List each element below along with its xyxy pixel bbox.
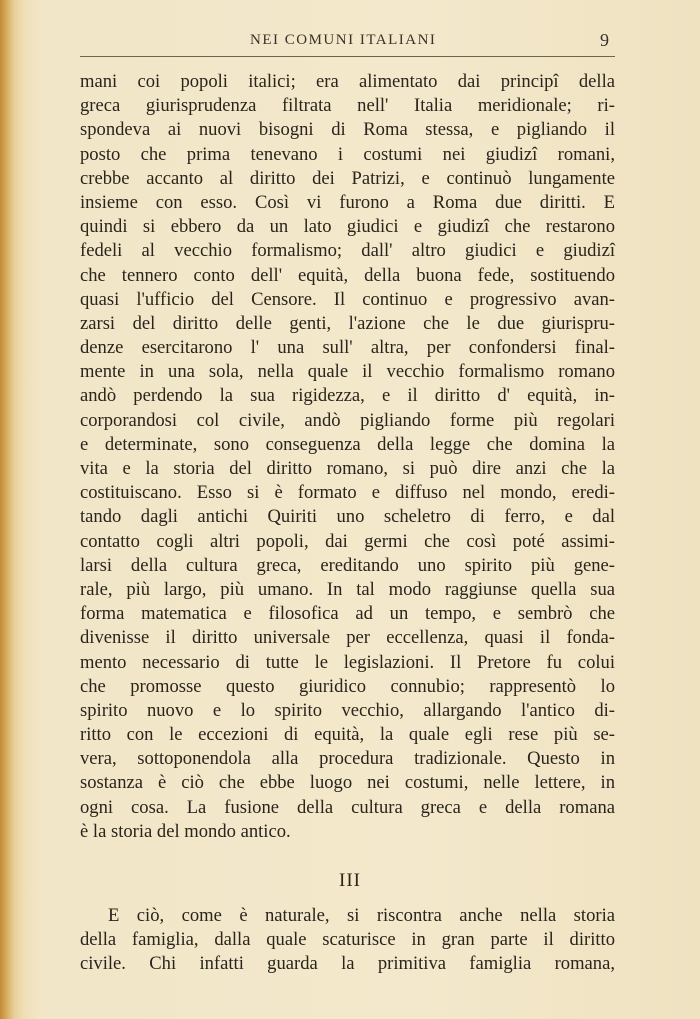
text-line: quindi si ebbero da un lato giudici e giudizî che restarono — [80, 216, 615, 238]
text-line: quasi l'ufficio del Censore. Il continuo e progressivo avan- — [80, 288, 615, 310]
text-line: corporandosi col civile, andò pigliando forme più regolari — [80, 409, 615, 431]
text-line: ritto con le eccezioni di equità, la quale egli rese più se- — [80, 724, 615, 746]
text-line: spirito nuovo e lo spirito vecchio, allargando l'antico di- — [80, 699, 615, 721]
section-heading: III — [339, 870, 361, 891]
text-line: che tennero conto dell' equità, della buona fede, sostituendo — [80, 264, 615, 286]
text-line: spondeva ai nuovi bisogni di Roma stessa, e pigliando il — [80, 119, 615, 141]
text-line: civile. Chi infatti guarda la primitiva famiglia romana, — [80, 953, 615, 975]
text-line: denze esercitarono l' una sull' altra, per confondersi final- — [80, 337, 615, 359]
text-line: posto che prima tenevano i costumi nei giudizî romani, — [80, 143, 615, 165]
header-rule — [80, 56, 615, 57]
running-head — [0, 28, 700, 54]
text-line: vera, sottoponendola alla procedura tradizionale. Questo in — [80, 748, 615, 770]
text-line: fedeli al vecchio formalismo; dall' altro giudici e giudizî — [80, 240, 615, 262]
paragraph-1 — [80, 70, 615, 844]
text-line: andò perdendo la sua rigidezza, e il diritto d' equità, in- — [80, 385, 615, 407]
text-line: greca giurisprudenza filtrata nell' Italia meridionale; ri- — [80, 95, 615, 117]
paragraph-2 — [80, 904, 615, 977]
text-line: contatto cogli altri popoli, dai germi che così poté assimi- — [80, 530, 615, 552]
text-line: larsi della cultura greca, ereditando uno spirito più gene- — [80, 554, 615, 576]
text-line: E ciò, come è naturale, si riscontra anche nella storia — [108, 905, 615, 926]
text-line: della famiglia, dalla quale scaturisce in gran parte il diritto — [80, 929, 615, 951]
page-number: 9 — [600, 30, 609, 50]
text-line: crebbe accanto al diritto dei Patrizi, e continuò lungamente — [80, 167, 615, 189]
text-line: tando dagli antichi Quiriti uno scheletro di ferro, e dal — [80, 506, 615, 528]
text-line: e determinate, sono conseguenza della legge che domina la — [80, 433, 615, 455]
text-line: sostanza è ciò che ebbe luogo nei costumi, nelle lettere, in — [80, 772, 615, 794]
text-line: mani coi popoli italici; era alimentato dai principî della — [80, 71, 615, 92]
text-line: insieme con esso. Così vi furono a Roma due diritti. E — [80, 191, 615, 213]
text-line: rale, più largo, più umano. In tal modo raggiunse quella sua — [80, 578, 615, 600]
text-line: è la storia del mondo antico. — [80, 820, 291, 842]
running-title: NEI COMUNI ITALIANI — [250, 32, 437, 48]
text-line: vita e la storia del diritto romano, si può dire anzi che la — [80, 458, 615, 479]
text-line: divenisse il diritto universale per eccellenza, quasi il fonda- — [80, 627, 615, 649]
text-line: zarsi del diritto delle genti, l'azione che le due giurispru- — [80, 312, 615, 334]
text-line: mente in una sola, nella quale il vecchio formalismo romano — [80, 361, 615, 383]
text-line: costituiscano. Esso si è formato e diffuso nel mondo, eredi- — [80, 482, 615, 504]
text-line: mento necessario di tutte le legislazioni. Il Pretore fu colui — [80, 651, 615, 673]
text-line: forma matematica e filosofica ad un tempo, e sembrò che — [80, 603, 615, 625]
text-line: che promosse questo giuridico connubio; rappresentò lo — [80, 675, 615, 697]
text-line: ogni cosa. La fusione della cultura greca e della romana — [80, 796, 615, 818]
